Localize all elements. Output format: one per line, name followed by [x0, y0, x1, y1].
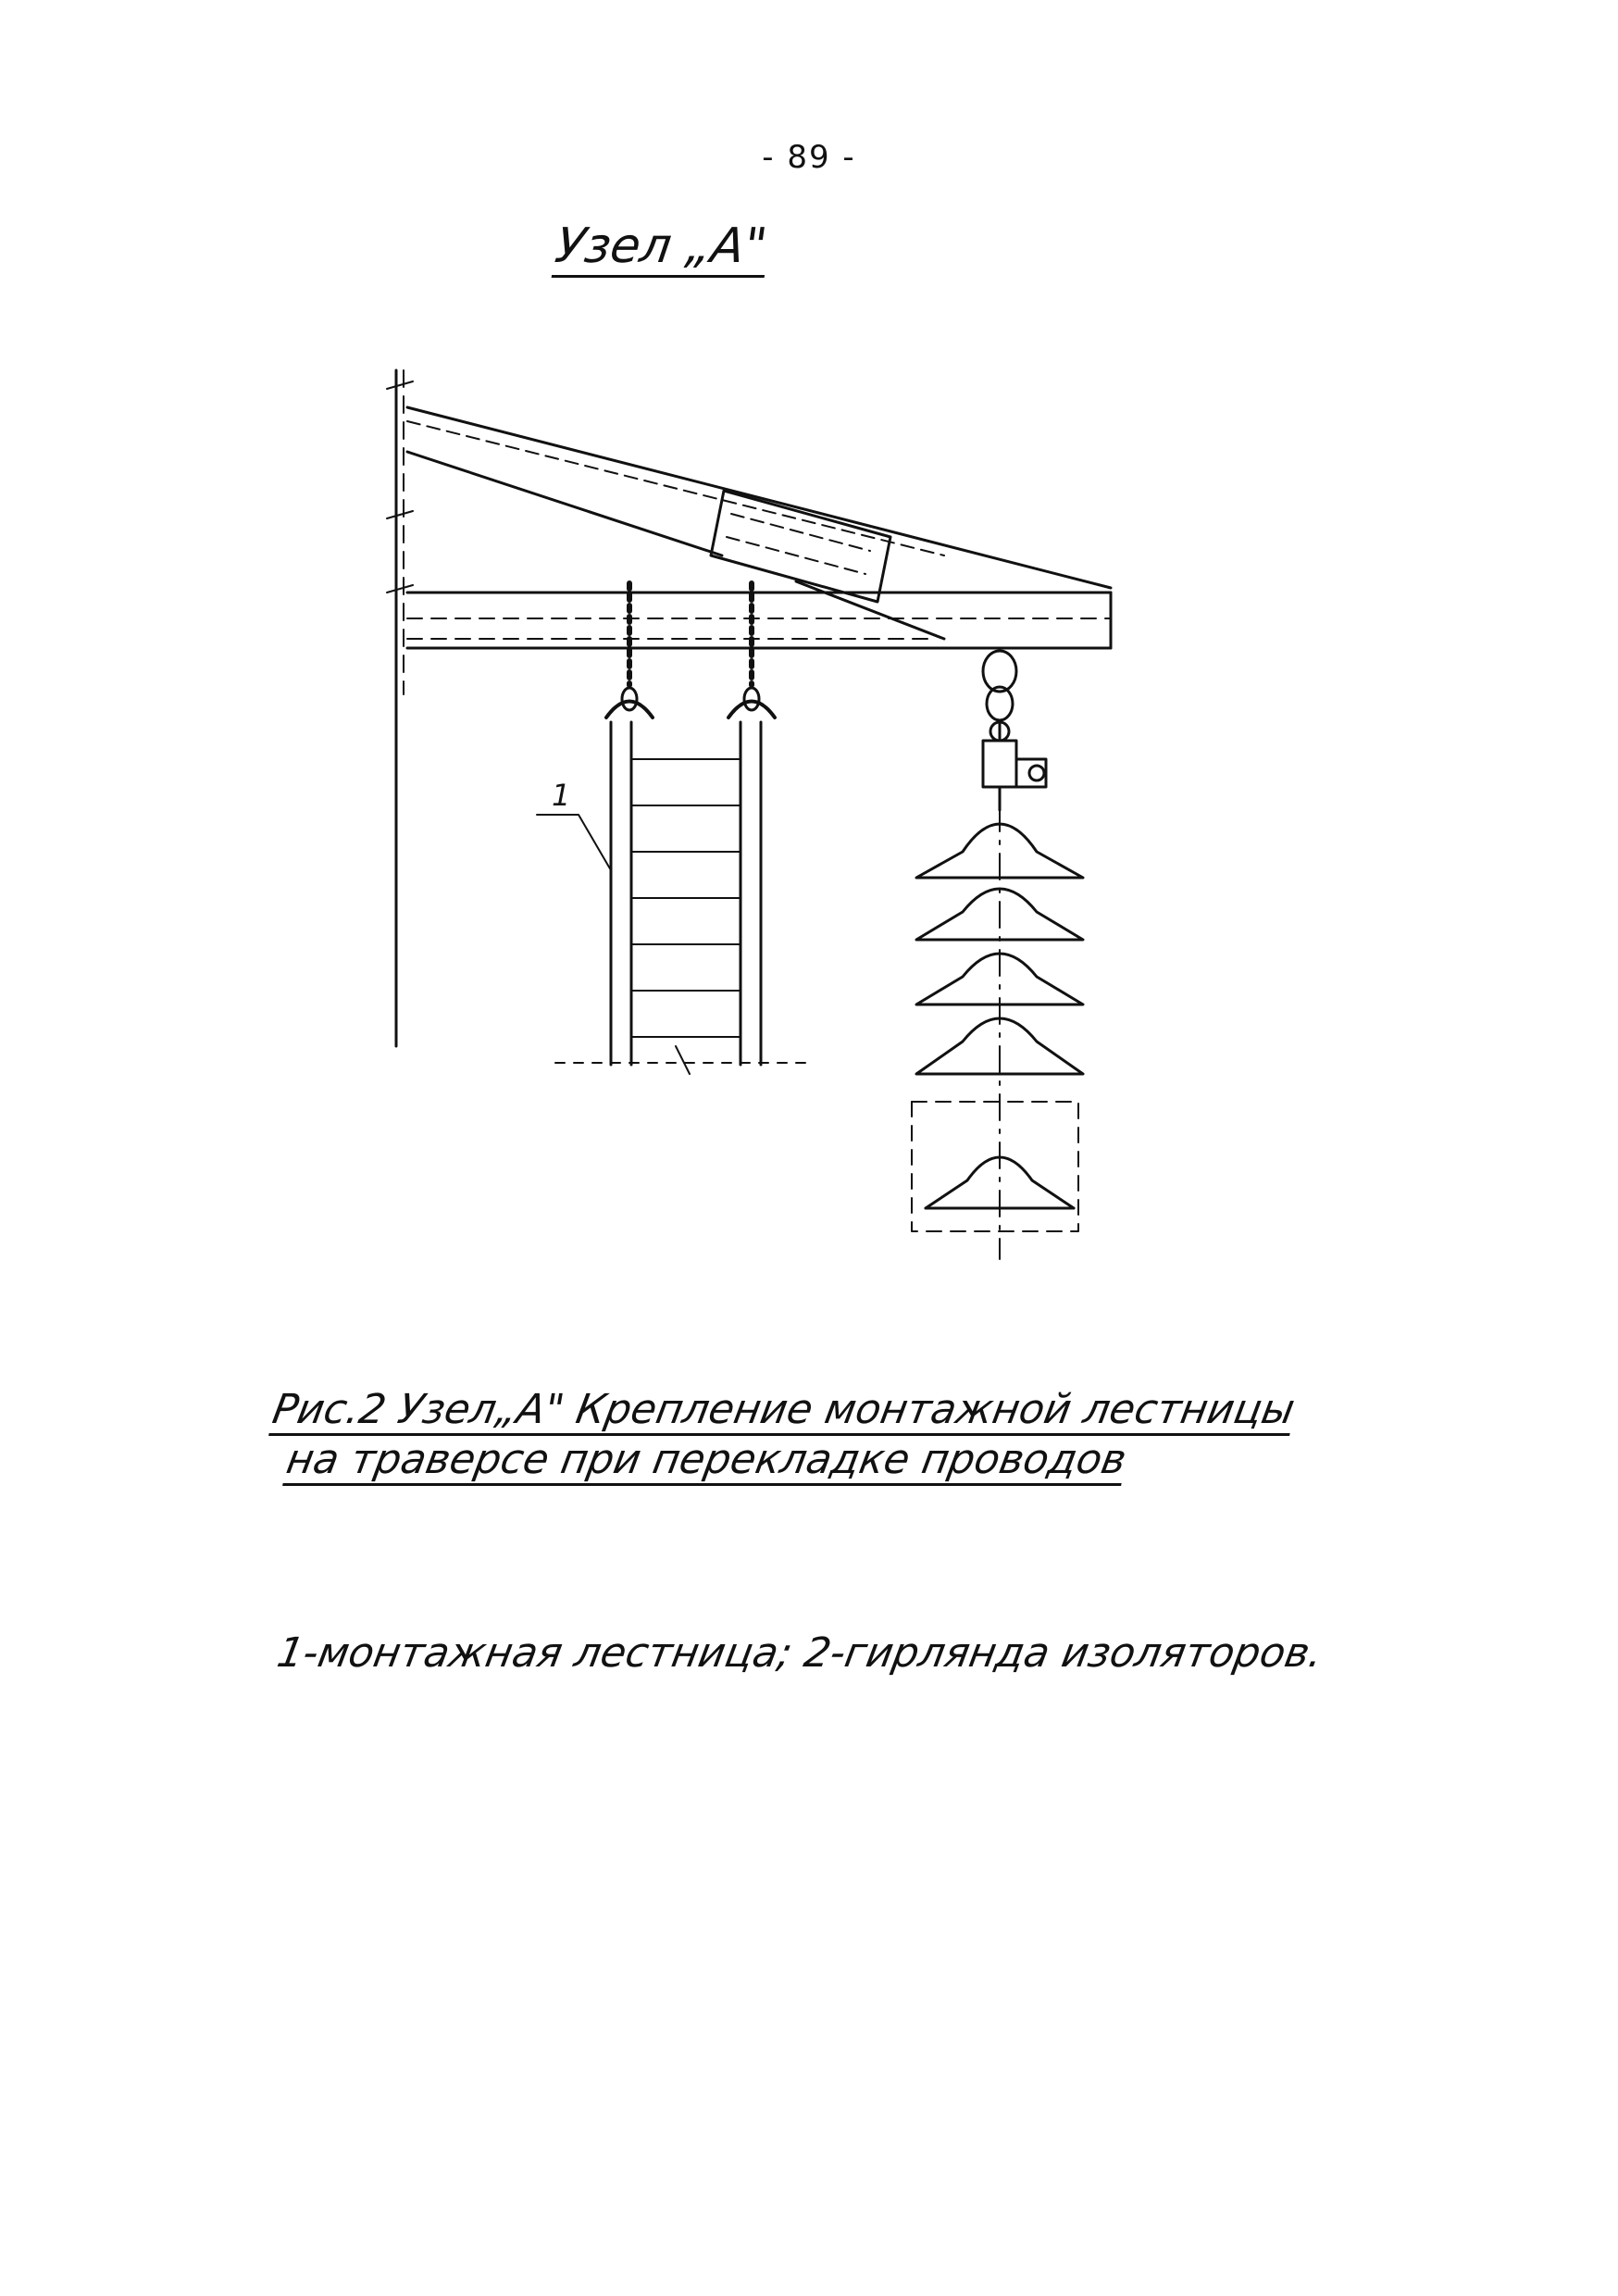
figure-caption-line2-text: на траверсе при перекладке проводов	[282, 1436, 1130, 1486]
figure-caption-line1-text: Рис.2 Узел„А" Крепление монтажной лестницы	[268, 1386, 1298, 1436]
tower-post	[387, 370, 413, 1046]
page-number: - 89 -	[762, 139, 856, 176]
node-title: Узел „А"	[552, 220, 773, 278]
legend: 1-монтажная лестница; 2-гирлянда изоляторов.	[273, 1629, 1326, 1677]
figure-caption-line1	[268, 1386, 1299, 1434]
callout-label: 1	[552, 778, 571, 813]
callout-leader	[537, 815, 611, 870]
insulator-hanger	[983, 651, 1046, 810]
traverse-beam	[407, 581, 1111, 648]
mounting-ladder	[555, 722, 815, 1074]
figure-caption-line2	[283, 1437, 1199, 1484]
diagonal-brace	[407, 407, 1111, 588]
insulator-string	[912, 805, 1083, 1259]
